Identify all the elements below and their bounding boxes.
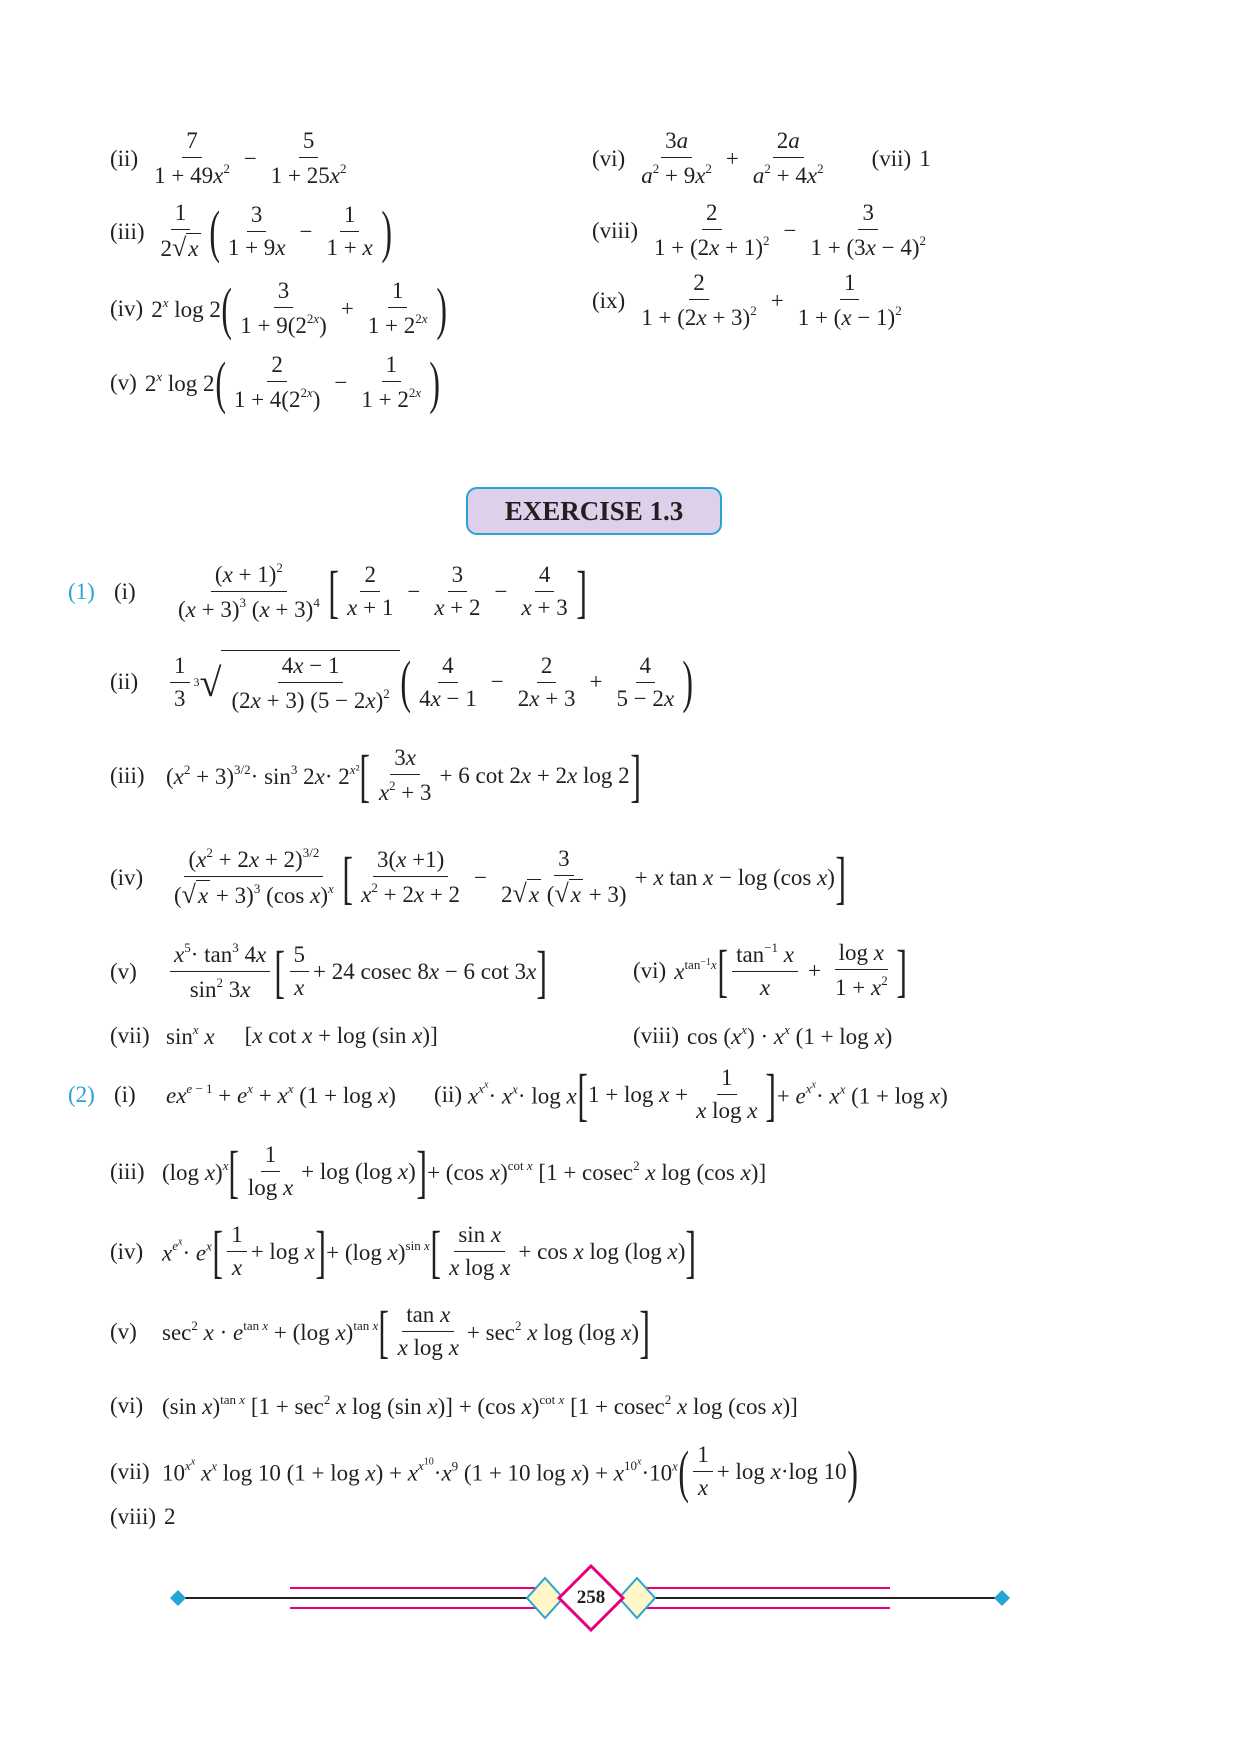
answer-viii-top: (viii) $\frac{2}{1 + (2x + 1)^2}$ − $\frac{3}{1 + (3x - 4)^2}$ bbox=[592, 200, 926, 260]
question-number: (1) bbox=[68, 578, 95, 604]
label: (v) bbox=[110, 958, 137, 984]
label: (iv) bbox=[110, 295, 144, 321]
question-number: (2) bbox=[68, 1081, 95, 1107]
q1-vii: (vii) $\sin^x x$ [x cot x + log (sin x)] bbox=[110, 1022, 438, 1049]
right-diamond-icon bbox=[994, 1590, 1010, 1606]
answer-vii-value: 1 bbox=[919, 145, 931, 171]
q1-iii: (iii) $(x^2 + 3)^{3/2}\cdot \sin^3 2x\cdot 2^{x^2}$ [ $\frac{3x}{x^2 + 3}$ + 6 cot 2x + 2x log 2 ] bbox=[110, 742, 641, 808]
answer-iv-top: (iv) 2$^x$ log 2 ( $\frac{3}{1 + 9(2^{2x})}$ + $\frac{1}{1 + 2^{2x}}$ ) bbox=[110, 275, 447, 341]
label: (vii) bbox=[871, 145, 912, 171]
q1-i: (1) (i) $\frac{(x + 1)^2}{(x + 3)^3 (x + 3)^4}$ [ $\frac{2}{x + 1}$ − $\frac{3}{x + 2}$ − $\frac{4}{x + 3}$ ] bbox=[68, 558, 587, 624]
q1-vi: (vi) $x^{tan^{-1}x}$ [ $\frac{\tan^{-1} x}{x}$ + $\frac{\text{log x}}{1 + x^2}$ ] bbox=[633, 937, 907, 1003]
q1-v: (v) $\frac{x^5\cdot \tan^3 4x}{\sin^2 3x}$ [ $\frac{5}{x}$ + 24 cosec 8x − 6 cot 3x ] bbox=[110, 938, 548, 1004]
label: (v) bbox=[110, 1318, 137, 1344]
q2-i: (2) (i) $ex^{e - 1} + e^x + x^x$ (1 + log x) (ii) $x^{x^x}\cdot x^x\cdot \log x$ [ 1 + log x + $\frac{1}{\text{x log x}}$ ] + $e^{x^x}\cdot x^x$ (1 + log x) bbox=[68, 1061, 948, 1127]
answer-value: 2 bbox=[164, 1504, 176, 1529]
label: (viii) bbox=[110, 1504, 156, 1529]
label: (ix) bbox=[592, 287, 626, 313]
label: (ii) bbox=[433, 1081, 463, 1107]
label: (vi) bbox=[633, 957, 667, 983]
answer-ii-top: (ii) $\frac{7}{1 + 49x^2}$ − $\frac{5}{1 + 25x^2}$ bbox=[110, 128, 347, 188]
label: (vi) bbox=[592, 145, 626, 171]
q2-v: (v) $\sec^2 x \cdot e^{tan x} + (\log$ x)$^{tan x}$ [ $\frac{\text{tan x}}{\text{x log x}}$ + $\sec^2 x$ log (log x) ] bbox=[110, 1298, 651, 1364]
label: (iii) bbox=[110, 762, 145, 788]
q2-iv: (iv) $x^{e^x}\cdot e^x$ [ $\frac{1}{x}$ + log x ] + (log x)$^{sin x}$ [ $\frac{\text{sin x}}{\text{x log x}}$ + cos x log (log x) ] bbox=[110, 1218, 697, 1284]
label: (iii) bbox=[110, 1158, 145, 1184]
label: (v) bbox=[110, 369, 137, 395]
label: (ii) bbox=[110, 145, 139, 171]
label: (i) bbox=[114, 1081, 136, 1107]
answer-iii-top: (iii) $\frac{1}{2√x}$ ( $\frac{3}{1 + 9x}$ − $\frac{1}{1 + x}$ ) bbox=[110, 198, 392, 264]
label: (iii) bbox=[110, 218, 145, 244]
label: (vii) bbox=[110, 1458, 150, 1484]
answer-ix-top: (ix) $\frac{2}{1 + (2x + 3)^2}$ + $\frac{1}{1 + (x - 1)^2}$ bbox=[592, 270, 902, 330]
q1-iv: (iv) $\frac{(x^2 + 2x + 2)^{3/2}}{(√x + 3)^3 (\cos x)^x}$ [ $\frac{3(x +1)}{x^2 + 2x + 2}$ − $\frac{3}{2√x (√x + 3)}$ + x tan x − log (cos x) ] bbox=[110, 844, 846, 910]
exercise-title: EXERCISE 1.3 bbox=[466, 487, 722, 535]
q2-iii: (iii) (log x)$^x$ [ $\frac{1}{\text{log x}}$ + log (log x) ] + (cos x)$^{cot x}$ [1 + cosec$^2$ x log (cos x)] bbox=[110, 1138, 767, 1204]
label: (iv) bbox=[110, 1238, 144, 1264]
label: (vii) bbox=[110, 1023, 150, 1048]
label: (iv) bbox=[110, 864, 144, 890]
left-diamond-icon bbox=[170, 1590, 186, 1606]
answer-vi-top: (vi) $\frac{3a}{a^2 + 9x^2}$ + $\frac{2a}{a^2 + 4x^2}$ (vii) 1 bbox=[592, 128, 931, 188]
answer-v-top: (v) 2$^x$ log 2 ( $\frac{2}{1 + 4(2^{2x})}$ − $\frac{1}{1 + 2^{2x}}$ ) bbox=[110, 349, 441, 415]
label: (i) bbox=[114, 578, 136, 604]
q1-viii: (viii) $\cos (x^x) \cdot x^x$ (1 + log x) bbox=[633, 1022, 893, 1049]
label: (viii) bbox=[633, 1023, 679, 1048]
page-number: 258 bbox=[576, 1587, 606, 1608]
q2-vi: (vi) (sin x)$^{tan x}$ [$1 + \sec^2 x$ log (sin x)] + (cos x)$^{cot x}$ [1 + cosec$^2$ x log (cos x)] bbox=[110, 1392, 798, 1419]
q2-vii: (vii) 10$^{x^x}$ $x^x$ log 10 $(1 + \log x) + x^{x^{10}}\cdot x^9$ (1 + 10 $\log x) + x^{10^x}\cdot 10^x$ ( $\frac{1}{x}$ + log x·log 10 ) bbox=[110, 1438, 858, 1504]
q1-ii: (ii) $\frac{1}{3}$ 3 √ $\frac{4x - 1}{(2x + 3) (5 - 2x)^2}$ ( $\frac{4}{4x - 1}$ − $\frac{2}{2x + 3}$ + $\frac{4}{5 - 2x}$ ) bbox=[110, 649, 694, 714]
label: (ii) bbox=[110, 669, 139, 694]
label: (viii) bbox=[592, 217, 638, 243]
label: (vi) bbox=[110, 1393, 144, 1418]
